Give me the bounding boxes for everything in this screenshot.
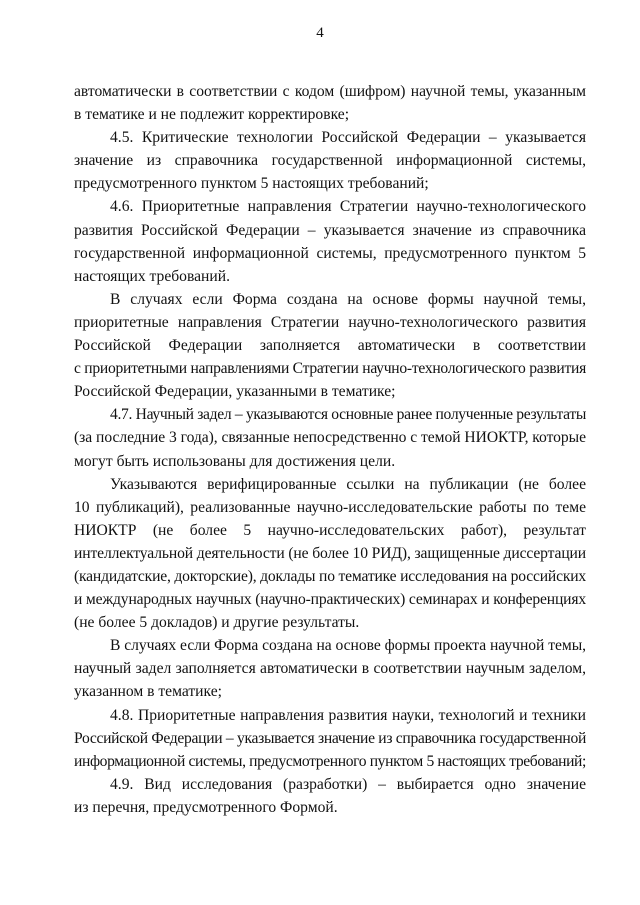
text-line: 10 публикаций), реализованные научно-исследовательские работы по теме bbox=[74, 498, 586, 516]
text-line: значение из справочника государственной информационной системы, bbox=[74, 152, 586, 170]
text-line: предусмотренного пунктом 5 настоящих требований; bbox=[74, 175, 429, 193]
text-line: Российской Федерации заполняется автоматически в соответствии bbox=[74, 337, 586, 355]
text-line: интеллектуальной деятельности (не более 10 РИД), защищенные диссертации bbox=[74, 544, 586, 562]
text-line: Российской Федерации – указывается значение из справочника государственной bbox=[74, 729, 586, 747]
text-line: могут быть использованы для достижения цели. bbox=[74, 452, 396, 470]
text-line: В случаях если Форма создана на основе формы проекта научной темы, bbox=[110, 637, 586, 655]
page-number: 4 bbox=[316, 25, 324, 41]
text-line: развития Российской Федерации – указывается значение из справочника bbox=[74, 221, 586, 239]
text-line: в тематике и не подлежит корректировке; bbox=[74, 106, 350, 124]
text-line: научный задел заполняется автоматически в соответствии научным заделом, bbox=[74, 660, 586, 678]
text-line: 4.7. Научный задел – указываются основные ранее полученные результаты bbox=[110, 406, 586, 424]
text-line: В случаях если Форма создана на основе формы научной темы, bbox=[110, 290, 586, 308]
text-line: Российской Федерации, указанными в тематике; bbox=[74, 383, 396, 401]
text-line: (кандидатские, докторские), доклады по тематике исследования на российских bbox=[74, 567, 587, 585]
text-line: государственной информационной системы, предусмотренного пунктом 5 bbox=[74, 244, 586, 262]
text-line: и международных научных (научно-практических) семинарах и конференциях bbox=[74, 591, 587, 609]
text-line: указанном в тематике; bbox=[74, 683, 222, 701]
text-line: (за последние 3 года), связанные непосредственно с темой НИОКТР, которые bbox=[74, 429, 586, 447]
text-line: из перечня, предусмотренного Формой. bbox=[74, 798, 338, 816]
text-line: настоящих требований. bbox=[74, 267, 230, 285]
text-line: НИОКТР (не более 5 научно-исследовательских работ), результат bbox=[74, 521, 586, 539]
text-line: приоритетные направления Стратегии научно-технологического развития bbox=[74, 313, 586, 331]
text-line: автоматически в соответствии с кодом (шифром) научной темы, указанным bbox=[74, 83, 586, 100]
text-line: Указываются верифицированные ссылки на публикации (не более bbox=[110, 475, 586, 493]
text-line: (не более 5 докладов) и другие результаты. bbox=[74, 614, 360, 632]
text-line: 4.6. Приоритетные направления Стратегии научно-технологического bbox=[110, 198, 586, 216]
text-line: 4.9. Вид исследования (разработки) – выбирается одно значение bbox=[110, 775, 586, 793]
text-line: информационной системы, предусмотренного пунктом 5 настоящих требований; bbox=[74, 752, 586, 770]
text-line: 4.8. Приоритетные направления развития науки, технологий и техники bbox=[110, 706, 586, 724]
text-line: 4.5. Критические технологии Российской Федерации – указывается bbox=[110, 129, 586, 147]
document-body bbox=[74, 80, 586, 819]
text-line: с приоритетными направлениями Стратегии научно-технологического развития bbox=[74, 360, 587, 378]
